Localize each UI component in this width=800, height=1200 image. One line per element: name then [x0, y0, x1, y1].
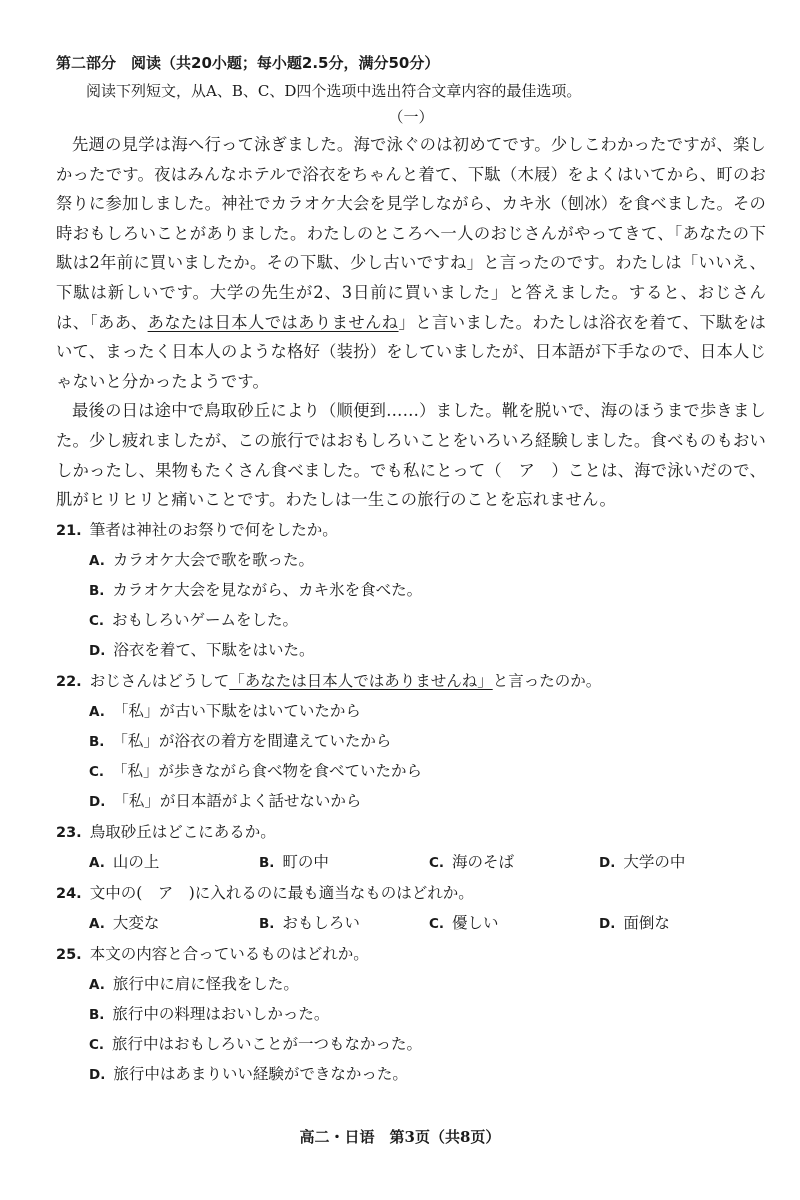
option-c[interactable]	[429, 909, 599, 939]
option-letter: C.	[89, 1036, 105, 1053]
option-text: 「私」が歩きながら食べ物を食べていたから	[112, 761, 423, 780]
option-letter: A.	[89, 976, 105, 993]
option-text: 海のそば	[452, 852, 515, 871]
question-text: 鳥取砂丘はどこにあるか。	[89, 822, 276, 841]
question-text: 本文の内容と合っているものはどれか。	[89, 944, 369, 963]
option-letter: B.	[89, 733, 105, 750]
option-text: 面倒な	[623, 913, 670, 932]
option-text: カラオケ大会で歌を歌った。	[112, 550, 315, 569]
option-letter: A.	[89, 552, 105, 569]
section-title: 第二部分 阅读（共20小题；每小题2.5分，满分50分）	[56, 54, 440, 72]
question-25	[56, 940, 766, 1090]
underlined-quote: 「あなたは日本人ではありませんね」	[229, 671, 493, 690]
question-number: 22.	[56, 673, 82, 690]
option-text: 町の中	[282, 852, 329, 871]
option-b[interactable]	[56, 1000, 766, 1030]
options-list	[56, 909, 766, 939]
option-d[interactable]	[56, 787, 766, 817]
options-list	[56, 970, 766, 1090]
question-22	[56, 667, 766, 817]
question-stem	[56, 516, 766, 546]
option-letter: D.	[89, 1066, 106, 1083]
option-letter: A.	[89, 854, 105, 871]
option-text: カラオケ大会を見ながら、カキ氷を食べた。	[112, 580, 423, 599]
option-a[interactable]	[56, 697, 766, 727]
option-letter: C.	[89, 763, 105, 780]
option-letter: C.	[89, 612, 105, 629]
option-d[interactable]	[56, 636, 766, 666]
question-24	[56, 879, 766, 939]
option-b[interactable]	[259, 909, 429, 939]
option-text: 大変な	[112, 913, 160, 932]
question-text: おじさんはどうして	[89, 671, 230, 690]
option-text: 旅行中はあまりいい経験ができなかった。	[113, 1064, 408, 1083]
reading-passage	[56, 130, 766, 515]
option-letter: D.	[89, 642, 106, 659]
question-number: 25.	[56, 946, 82, 963]
options-list	[56, 848, 766, 878]
option-letter: C.	[429, 854, 445, 871]
question-number: 21.	[56, 522, 82, 539]
question-number: 23.	[56, 824, 82, 841]
option-letter: D.	[599, 915, 616, 932]
option-text: 浴衣を着て、下駄をはいた。	[113, 640, 315, 659]
option-a[interactable]	[89, 848, 259, 878]
passage-text: 先週の見学は海へ行って泳ぎました。海で泳ぐのは初めてです。少しこわかったですが、楽しかったです。夜はみんなホテルで浴衣をちゃんと着て、下駄（木屐）をよくはいてから、町のお祭りに参加しました。神社でカラオケ大会を見学しながら、カキ氷（刨冰）を食べました。その時おもしろいことがありました。わたしのところへ一人のおじさんがやってきて、「あなたの下駄は2年前に買いましたか。その下駄、少し古いですね」と言ったのです。わたしは「いいえ、下駄は新しいです。大学の先生が2、3日前に買いました」と答えました。すると、おじさんは、「ああ、	[56, 135, 766, 332]
option-a[interactable]	[89, 909, 259, 939]
option-c[interactable]	[56, 606, 766, 636]
question-23	[56, 818, 766, 878]
option-a[interactable]	[56, 546, 766, 576]
options-list	[56, 546, 766, 666]
question-21	[56, 516, 766, 666]
options-list	[56, 697, 766, 817]
option-text: 「私」が古い下駄をはいていたから	[112, 701, 361, 720]
option-letter: A.	[89, 703, 105, 720]
question-stem	[56, 818, 766, 848]
passage-number: （一）	[388, 108, 434, 126]
option-text: 優しい	[452, 913, 499, 932]
option-text: 「私」が日本語がよく話せないから	[113, 791, 362, 810]
option-letter: B.	[259, 915, 275, 932]
option-b[interactable]	[56, 727, 766, 757]
option-d[interactable]	[599, 909, 769, 939]
question-text: 筆者は神社のお祭りで何をしたか。	[89, 520, 338, 539]
instruction-text: 阅读下列短文，从A、B、C、D四个选项中选出符合文章内容的最佳选项。	[86, 82, 582, 100]
underlined-phrase: あなたは日本人ではありませんね	[147, 312, 399, 332]
option-c[interactable]	[56, 757, 766, 787]
option-letter: B.	[89, 1006, 105, 1023]
option-d[interactable]	[56, 1060, 766, 1090]
option-d[interactable]	[599, 848, 769, 878]
question-stem	[56, 667, 766, 697]
option-c[interactable]	[56, 1030, 766, 1060]
passage-text: 」と言いました。わたしは浴衣を着て、下駄をはいて、まったく日本人のような格好（装扮）をしていましたが、日本語が下手なので、日本人じゃないと分かったようです。	[56, 312, 766, 391]
option-text: 山の上	[112, 852, 160, 871]
option-text: おもしろいゲームをした。	[112, 610, 299, 629]
option-letter: B.	[89, 582, 105, 599]
option-b[interactable]	[259, 848, 429, 878]
question-number: 24.	[56, 885, 82, 902]
option-letter: A.	[89, 915, 105, 932]
question-text: 文中の( ア )に入れるのに最も適当なものはどれか。	[89, 883, 474, 902]
passage-paragraph-1	[56, 130, 766, 396]
passage-paragraph-2: 最後の日は途中で鳥取砂丘により（顺便到……）ました。靴を脱いで、海のほうまで歩きました。少し疲れましたが、この旅行ではおもしろいことをいろいろ経験しました。食べものもおいしかったし、果物もたくさん食べました。でも私にとって（ ア ）ことは、海で泳いだので、肌がヒリヒリと痛いことです。わたしは一生この旅行のことを忘れません。	[56, 401, 766, 510]
option-text: 旅行中はおもしろいことが一つもなかった。	[112, 1034, 423, 1053]
option-text: 「私」が浴衣の着方を間違えていたから	[112, 731, 392, 750]
question-stem	[56, 879, 766, 909]
option-text: おもしろい	[282, 913, 360, 932]
option-letter: B.	[259, 854, 275, 871]
option-letter: D.	[89, 793, 106, 810]
question-stem	[56, 940, 766, 970]
option-text: 大学の中	[623, 852, 686, 871]
option-letter: D.	[599, 854, 616, 871]
option-text: 旅行中に肩に怪我をした。	[112, 974, 299, 993]
option-b[interactable]	[56, 576, 766, 606]
option-a[interactable]	[56, 970, 766, 1000]
option-c[interactable]	[429, 848, 599, 878]
option-letter: C.	[429, 915, 445, 932]
question-text: と言ったのか。	[492, 671, 602, 690]
option-text: 旅行中の料理はおいしかった。	[112, 1004, 330, 1023]
page-footer: 高二・日语 第3页（共8页）	[299, 1128, 501, 1146]
